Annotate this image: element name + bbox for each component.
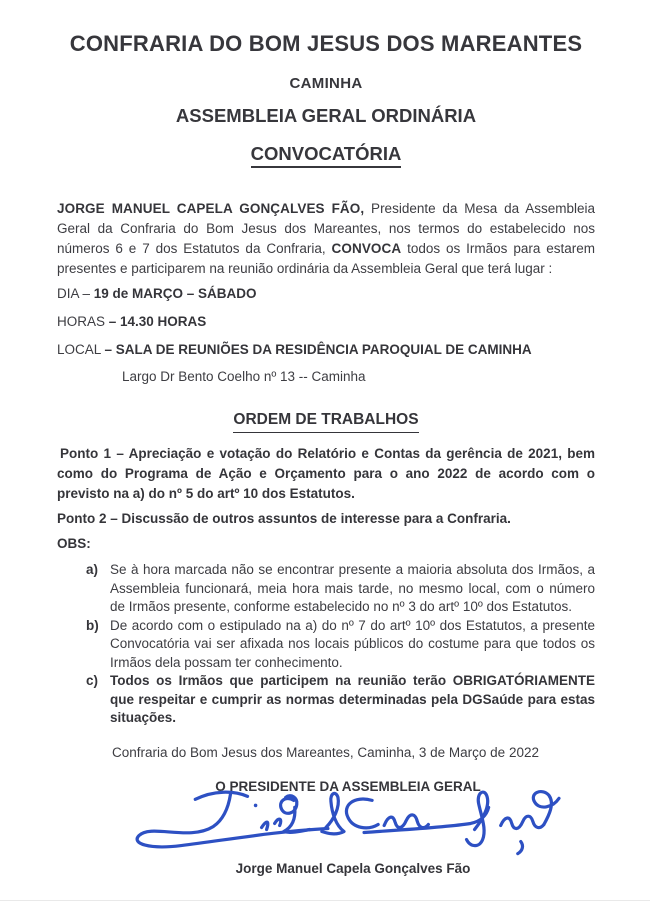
day-label: DIA – [57, 286, 94, 301]
president-title: O PRESIDENTE DA ASSEMBLEIA GERAL [215, 778, 481, 794]
intro-paragraph [57, 199, 595, 279]
signature-block [57, 777, 595, 879]
page-scan-edge [0, 900, 650, 901]
obs-item-c-text: Todos os Irmãos que participem na reunião terão OBRIGATÓRIAMENTE que respeitar e cumprir as normas determinadas pela DGSaúde para estas situações. [110, 673, 595, 725]
president-name: Jorge Manuel Capela Gonçalves Fão [235, 860, 471, 876]
agenda-item-2: Ponto 2 – Discussão de outros assuntos de interesse para a Confraria. [57, 511, 511, 526]
obs-item-c [86, 672, 595, 728]
meeting-day-line [57, 284, 595, 304]
intro-text-2: todos os Irmãos para estarem presentes e participarem na reunião ordinária da Assembleia Geral que terá lugar : [57, 241, 595, 276]
intro-text-1: Presidente da Mesa da Assembleia Geral da Confraria do Bom Jesus dos Mareantes, nos termos do estabelecido nos números 6 e 7 dos Estatutos da Confraria, [57, 201, 595, 256]
meeting-address: Largo Dr Bento Coelho nº 13 -- Caminha [122, 369, 366, 384]
doc-type-heading: CONVOCATÓRIA [251, 142, 402, 168]
obs-item-a-text: Se à hora marcada não se encontrar presente a maioria absoluta dos Irmãos, a Assembleia funcionará, meia hora mais tarde, no mesmo local, com o número de Irmãos presente, conforme estabelecido no nº 3 do artº 10º dos Estatutos. [110, 562, 595, 614]
obs-item-b-text: De acordo com o estipulado na a) do nº 7 do artº 10º dos Estatutos, a presente Convocatória vai ser afixada nos locais públicos do costume para que todos os Irmãos dela possam ter conhecimento. [110, 617, 595, 670]
day-value: 19 de MARÇO – SÁBADO [93, 286, 257, 301]
time-value: – 14.30 HORAS [108, 314, 207, 329]
doc-type-line [57, 142, 595, 168]
obs-item-a [86, 561, 595, 617]
meeting-place-line [57, 340, 595, 360]
convoca-keyword: CONVOCA [331, 241, 402, 256]
document-title: CONFRARIA DO BOM JESUS DOS MAREANTES [69, 31, 583, 56]
document-town: CAMINHA [289, 75, 363, 92]
obs-item-b-marker: b) [86, 617, 99, 633]
obs-heading: OBS: [57, 536, 91, 551]
obs-list [57, 561, 595, 728]
agenda-heading: ORDEM DE TRABALHOS [233, 409, 418, 433]
date-line: Confraria do Bom Jesus dos Mareantes, Caminha, 3 de Março de 2022 [112, 744, 539, 760]
obs-item-c-marker: c) [86, 673, 99, 688]
time-label: HORAS [57, 314, 109, 329]
assembly-heading: ASSEMBLEIA GERAL ORDINÁRIA [175, 105, 477, 126]
meeting-time-line [57, 312, 595, 332]
agenda-heading-line [57, 409, 595, 433]
obs-item-a-marker: a) [86, 562, 99, 577]
president-name-inline: JORGE MANUEL CAPELA GONÇALVES FÃO, [57, 201, 365, 216]
place-value: – SALA DE REUNIÕES DA RESIDÊNCIA PAROQUIAL DE CAMINHA [104, 342, 532, 357]
agenda-item-1: Ponto 1 – Apreciação e votação do Relatório e Contas da gerência de 2021, bem como do Programa de Ação e Orçamento para o ano 2022 de acordo com o previsto na a) do nº 5 do artº 10 dos Estatutos. [57, 446, 595, 501]
place-label: LOCAL [57, 342, 105, 357]
obs-item-b [86, 617, 595, 673]
